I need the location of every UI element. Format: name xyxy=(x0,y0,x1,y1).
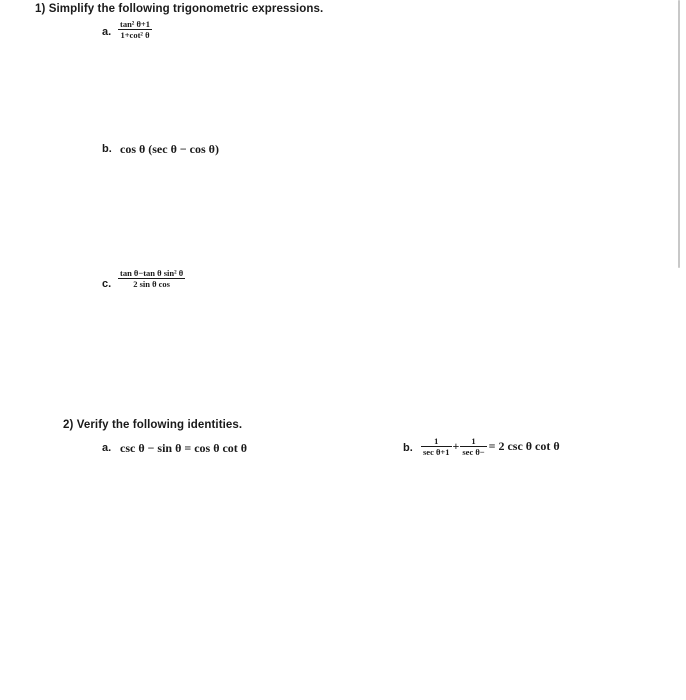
q1b-label: b. xyxy=(102,143,112,155)
q1a-expression xyxy=(118,19,152,40)
q1c-label: c. xyxy=(102,278,112,290)
q1c-numerator: tan θ−tan θ sin² θ xyxy=(120,268,184,278)
q2b-label: b. xyxy=(403,442,413,454)
q2a-label: a. xyxy=(102,442,112,454)
q2b-denominator-1: sec θ+1 xyxy=(423,447,450,457)
q1b-expression: cos θ (sec θ − cos θ) xyxy=(120,142,219,156)
q2b-plus: + xyxy=(452,439,460,453)
q1c-expression xyxy=(118,268,185,289)
q2b-denominator-2: sec θ− xyxy=(462,447,485,457)
q2b-numerator-2: 1 xyxy=(471,436,476,446)
q2b-numerator-1: 1 xyxy=(434,436,439,446)
q1c-denominator: 2 sin θ cos xyxy=(133,279,170,289)
question-1-heading: 1) Simplify the following trigonometric expressions. xyxy=(35,3,324,15)
q1a-fraction xyxy=(118,19,152,40)
q2a-expression: csc θ − sin θ = cos θ cot θ xyxy=(120,441,248,455)
q1a-denominator: 1+cot² θ xyxy=(120,30,150,40)
q2b-rhs: = 2 csc θ cot θ xyxy=(488,439,560,453)
q2b-fraction-1 xyxy=(421,436,452,457)
scrollbar[interactable] xyxy=(678,0,680,268)
q2b-fraction-2 xyxy=(460,436,486,457)
q1a-numerator: tan² θ+1 xyxy=(120,19,151,29)
q2b-expression xyxy=(421,436,560,457)
q1c-fraction xyxy=(118,268,185,289)
q1a-label: a. xyxy=(102,26,112,38)
question-2-heading: 2) Verify the following identities. xyxy=(63,419,243,431)
